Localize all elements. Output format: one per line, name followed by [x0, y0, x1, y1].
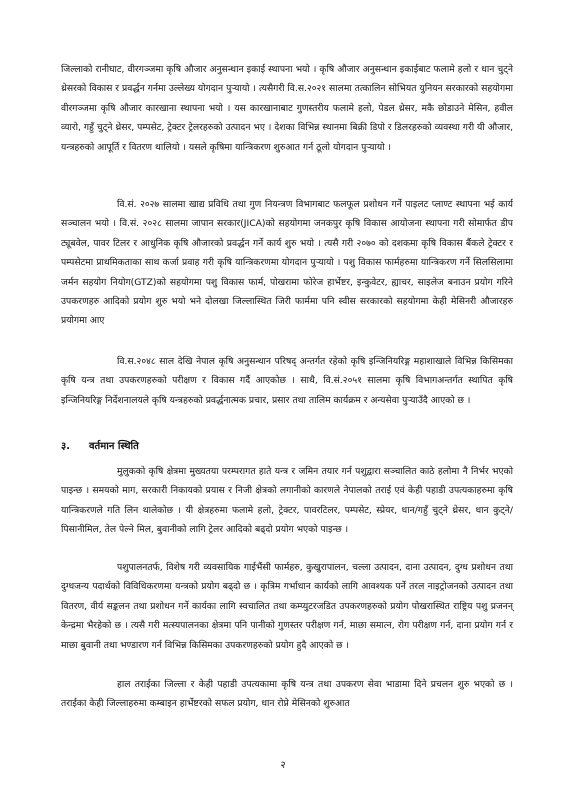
section-title: वर्तमान स्थिति [89, 441, 139, 452]
paragraph-rental-services: हाल तराईका जिल्ला र केही पहाडी उपत्यकामा कृषि यन्त्र तथा उपकरण सेवा भाडामा दिने प्रचलन शुरु भएको छ । तराईका केही जिल्लाहरुमा कम्बाइन हार्भेष्टरको सफल प्रयोग, धान रोप्ने मेसिनको शुरुआत [61, 679, 513, 710]
paragraph-food-processing-jica: वि.सं. २०२७ सालमा खाद्य प्रविधि तथा गुण नियन्त्रण विभागबाट फलफूल प्रशोधन गर्ने पाइलट प्लाण्ट स्थापना भई कार्य सञ्चालन भयो । वि.सं. २०२८ सालमा जापान सरकार(JICA)को सहयोगमा जनकपुर कृषि विकास आयोजना स्थापना गरी सोमार्फत डीप ट्यूबवेल, पावर टिलर र आधुनिक कृषि औजारको प्रवर्द्धन गर्ने कार्य शुरु भयो । त्यसै गरी २०७० को दशकमा कृषि विकास बैंकले ट्रेक्टर र पम्पसेटमा प्राथमिकताका साथ कर्जा प्रवाह गरी कृषि यान्त्रिकरणमा योगदान पुऱ्यायो । पशु विकास फार्महरुमा यान्त्रिकरण गर्ने सिलसिलामा जर्मन सहयोग नियोग(GTZ)को सहयोगमा पशु विकास फार्म, पोखरामा फोरेज हार्भेष्टर, इन्कुवेटर, ह्याचर, साइलेज बनाउन प्रयोग गरिने उपकरणहरु आदिको प्रयोग शुरु भयो भने दोलखा जिल्लास्थित जिरी फार्ममा पनि स्वीस सरकारको सहयोगमा केही मेसिनरी औजारहरु प्रयोगमा आए [61, 199, 513, 327]
paragraph-livestock-fisheries: पशुपालनतर्फ, विशेष गरी व्यवसायिक गाईभैंसी फार्महरु, कुखुरापालन, चल्ला उत्पादन, दाना उत्पादन, दुग्ध प्रशोधन तथा दुग्धजन्य पदार्थको विविधिकरणमा यन्त्रको प्रयोग बढ्दो छ । कृत्रिम गर्भाधान कार्यको लागि आवश्यक पर्ने तरल नाइट्रोजनको उत्पादन तथा वितरण, वीर्य सङ्कलन तथा प्रशोधन गर्ने कार्यका लागि स्वचालित तथा कम्प्युटरजडित उपकरणहरुको प्रयोग पोखरास्थित राष्ट्रिय पशु प्रजनन् केन्द्रमा भैरहेको छ । त्यसै गरी मत्स्यपालनका क्षेत्रमा पनि पानीको गुणस्तर परीक्षण गर्न, माछा समात्न, रोग परीक्षण गर्न, दाना प्रयोग गर्न र माछा बुवानी तथा भण्डारण गर्न विभिन्न किसिमका उपकरणहरुको प्रयोग हुदै आएको छ । [61, 562, 513, 651]
section-number: ३. [61, 441, 70, 452]
page-number: २ [280, 760, 286, 771]
paragraph-current-mechanization: मुलुकको कृषि क्षेत्रमा मुख्यतया परम्परागत हाते यन्त्र र जमिन तयार गर्न पशुद्वारा सञ्चालित काठे हलोमा नै निर्भर भएको पाइन्छ । समयको माग, सरकारी निकायको प्रयास र निजी क्षेत्रको लगानीको कारणले नेपालको तराई एवं केही पहाडी उपत्यकाहरुमा कृषि यान्त्रिकरणले गति लिन थालेकोछ । यी क्षेत्रहरुमा फलामे हलो, ट्रेक्टर, पावरटिलर, पम्पसेट, स्प्रेयर, धान/गहुँ चुट्ने थ्रेसर, धान कुट्ने/पिसानीमिल, तेल पेल्ने मिल, बुवानीको लागि ट्रेलर आदिको बढ्दो प्रयोग भएको पाइन्छ । [61, 466, 513, 536]
paragraph-agri-tools-history: जिल्लाको रानीघाट, वीरगञ्जमा कृषि औजार अनुसन्धान इकाई स्थापना भयो । कृषि औजार अनुसन्धान इकाईबाट फलामे हलो र धान चुट्ने थ्रेसरको विकास र प्रवर्द्धन गर्नमा उल्लेख्य योगदान पुऱ्यायो । त्यसैगरी वि.स.२०२१ सालमा तत्कालिन सोभियत युनियन सरकारको सहयोगमा वीरगञ्जमा कृषि औजार कारखाना स्थापना भयो । यस कारखानाबाट गुणस्तरीय फलामे हलो, पेडल थ्रेसर, मकै छोडाउने मेसिन, हवील व्यारो, गहुँ चुट्ने थ्रेसर, पम्पसेट, ट्रेक्टर ट्रेलरहरुको उत्पादन भए । देशका विभिन्न स्थानमा बिक्री डिपो र डिलरहरुको व्यवस्था गरी यी औजार, यन्त्रहरुको आपूर्ति र वितरण थालियो । यसले कृषिमा यान्त्रिकरण शुरुआत गर्न ठूलो योगदान पुऱ्यायो । [61, 64, 513, 153]
section-heading [61, 437, 513, 457]
paragraph-narc-engineering: वि.स.२०४८ साल देखि नेपाल कृषि अनुसन्धान परिषद् अन्तर्गत रहेको कृषि इन्जिनियरिङ्ग महाशाखाले विभिन्न किसिमका कृषि यन्त्र तथा उपकरणहरुको परीक्षण र विकास गर्दै आएकोछ । साथै, वि.सं.२०५१ सालमा कृषि विभागअन्तर्गत स्थापित कृषि इन्जिनियरिङ्ग निर्देशनालयले कृषि यन्त्रहरुको प्रवर्द्धनात्मक प्रचार, प्रसार तथा तालिम कार्यक्रम र अन्यसेवा पुऱ्याउँदै आएको छ । [61, 356, 513, 406]
